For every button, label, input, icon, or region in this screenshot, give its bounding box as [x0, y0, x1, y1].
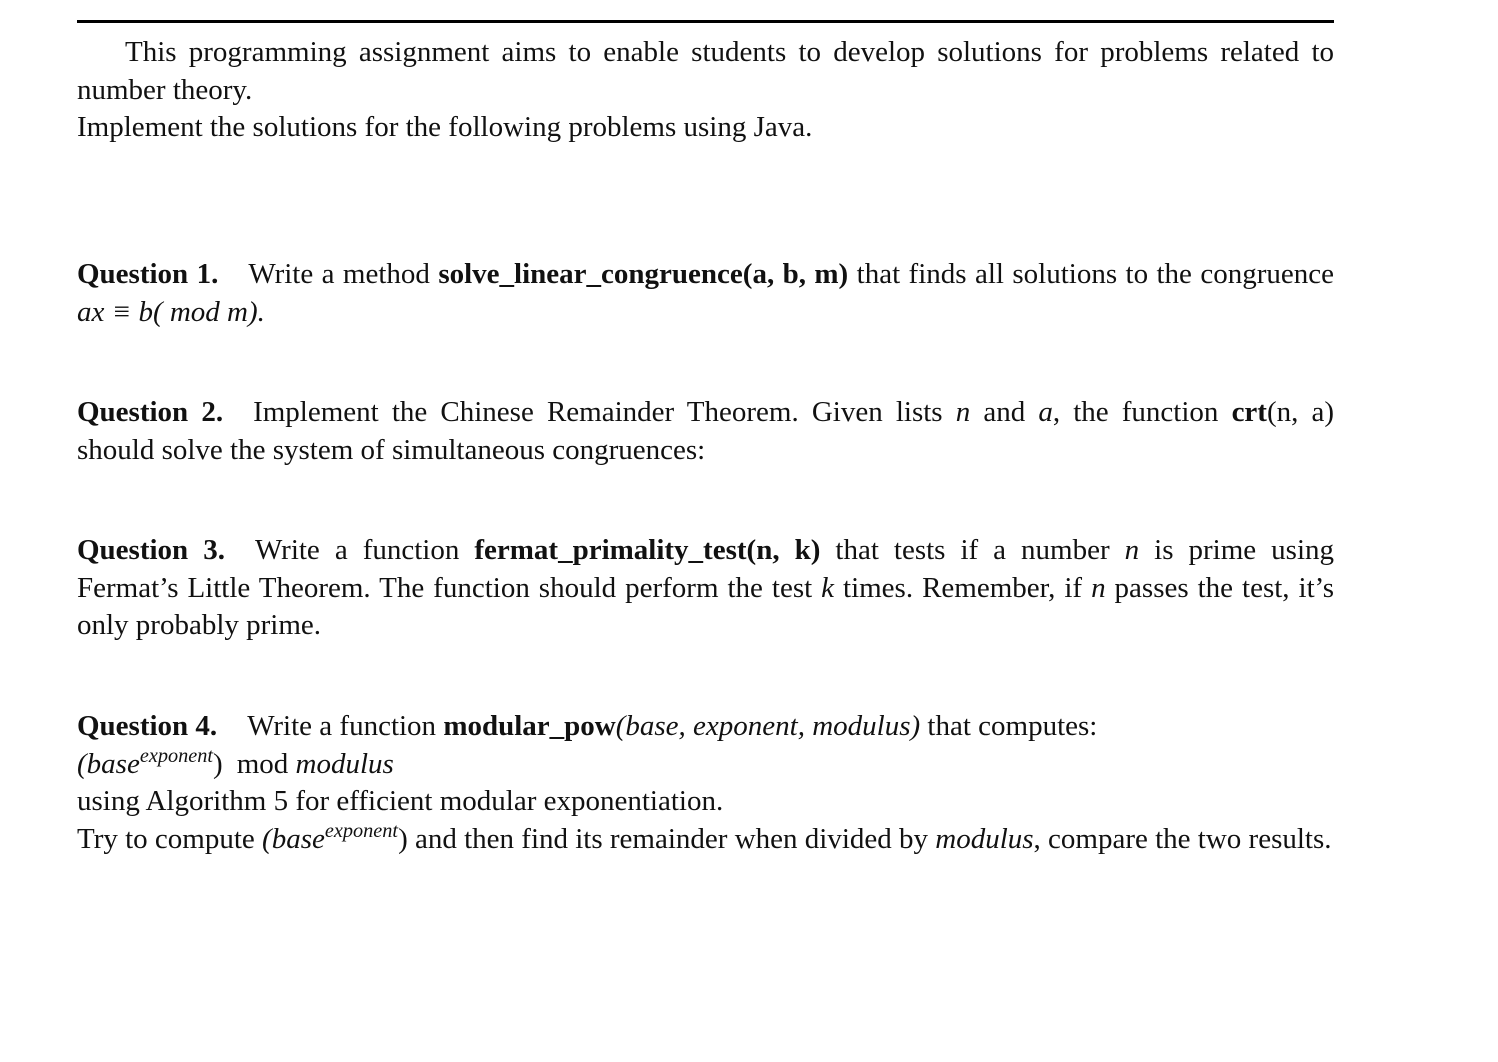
question-2-pre: Implement the Chinese Remainder Theorem. Given lists [253, 396, 956, 428]
question-4-pre: Write a function [247, 710, 444, 742]
question-1-function-name: solve_linear_congruence [438, 258, 743, 290]
top-rule [77, 20, 1334, 23]
question-2-and: and [970, 396, 1039, 428]
question-3-var-k: k [821, 571, 835, 604]
question-2 [77, 394, 1334, 469]
question-3-post2: is prime using Fermat’s Little Theorem. The function should perform the test [77, 534, 1335, 604]
question-4-first-line [77, 708, 1334, 746]
compare-exponent: exponent [324, 819, 399, 842]
formula-exponent: exponent [139, 744, 214, 767]
question-3-post1: that tests if a number [820, 534, 1125, 566]
formula-mod: mod [236, 747, 289, 780]
question-4-label: Question 4. [77, 710, 218, 742]
question-2-post: should solve the system of simultaneous congruences: [77, 433, 706, 466]
question-1-pre: Write a method [248, 258, 439, 290]
question-4-algorithm-line: using Algorithm 5 for efficient modular exponentiation. [77, 785, 724, 817]
question-4 [77, 708, 1334, 858]
formula-close: ) [213, 747, 223, 780]
question-3-var-n: n [1124, 534, 1140, 566]
question-3-var-n2: n [1091, 571, 1106, 604]
intro-paragraph: This programming assignment aims to enable students to develop solutions for problems related to number theory. [77, 36, 1334, 106]
intro-java-line: Implement the solutions for the following problems using Java. [77, 111, 813, 143]
compare-modulus: modulus [935, 822, 1034, 855]
question-1-label: Question 1. [77, 258, 219, 290]
intro-section [77, 34, 1334, 147]
question-2-mid: , the function [1052, 396, 1232, 428]
question-2-var-n: n [955, 396, 971, 428]
question-2-function-name: crt [1231, 396, 1267, 428]
compare-close: ) [398, 822, 408, 855]
question-3-pre: Write a function [254, 534, 475, 566]
question-4-formula [77, 746, 1334, 784]
question-2-label: Question 2. [77, 396, 224, 428]
question-3-label: Question 3. [77, 534, 225, 566]
compare-post: , compare the two results. [1033, 822, 1332, 855]
question-3-post4: passes the test, it’s only probably prime. [77, 571, 1334, 641]
question-4-function-args: (base, exponent, modulus) [615, 710, 921, 742]
compare-mid: and then find its remainder when divided by [407, 822, 936, 855]
question-2-function-args: (n, a) [1266, 396, 1335, 428]
question-3-function-name: fermat_primality_test [474, 534, 747, 566]
question-3-function-args: (n, k) [746, 534, 821, 566]
question-1-post: that finds all solutions to the congruence [848, 258, 1334, 290]
question-1-function-args: (a, b, m) [742, 258, 849, 290]
question-4-compare [77, 821, 1334, 859]
formula-modulus: modulus [295, 747, 394, 780]
compare-base: (base [262, 822, 325, 855]
formula-base: (base [77, 747, 140, 780]
question-4-function-name: modular_pow [443, 710, 616, 742]
question-1-congruence: ax ≡ b( mod m). [77, 295, 265, 328]
compare-pre: Try to compute [77, 822, 263, 855]
question-3-post3: times. Remember, if [834, 571, 1092, 604]
question-3 [77, 532, 1334, 645]
question-4-post: that computes: [920, 710, 1098, 742]
question-2-var-a: a [1038, 396, 1053, 428]
question-1 [77, 256, 1334, 331]
